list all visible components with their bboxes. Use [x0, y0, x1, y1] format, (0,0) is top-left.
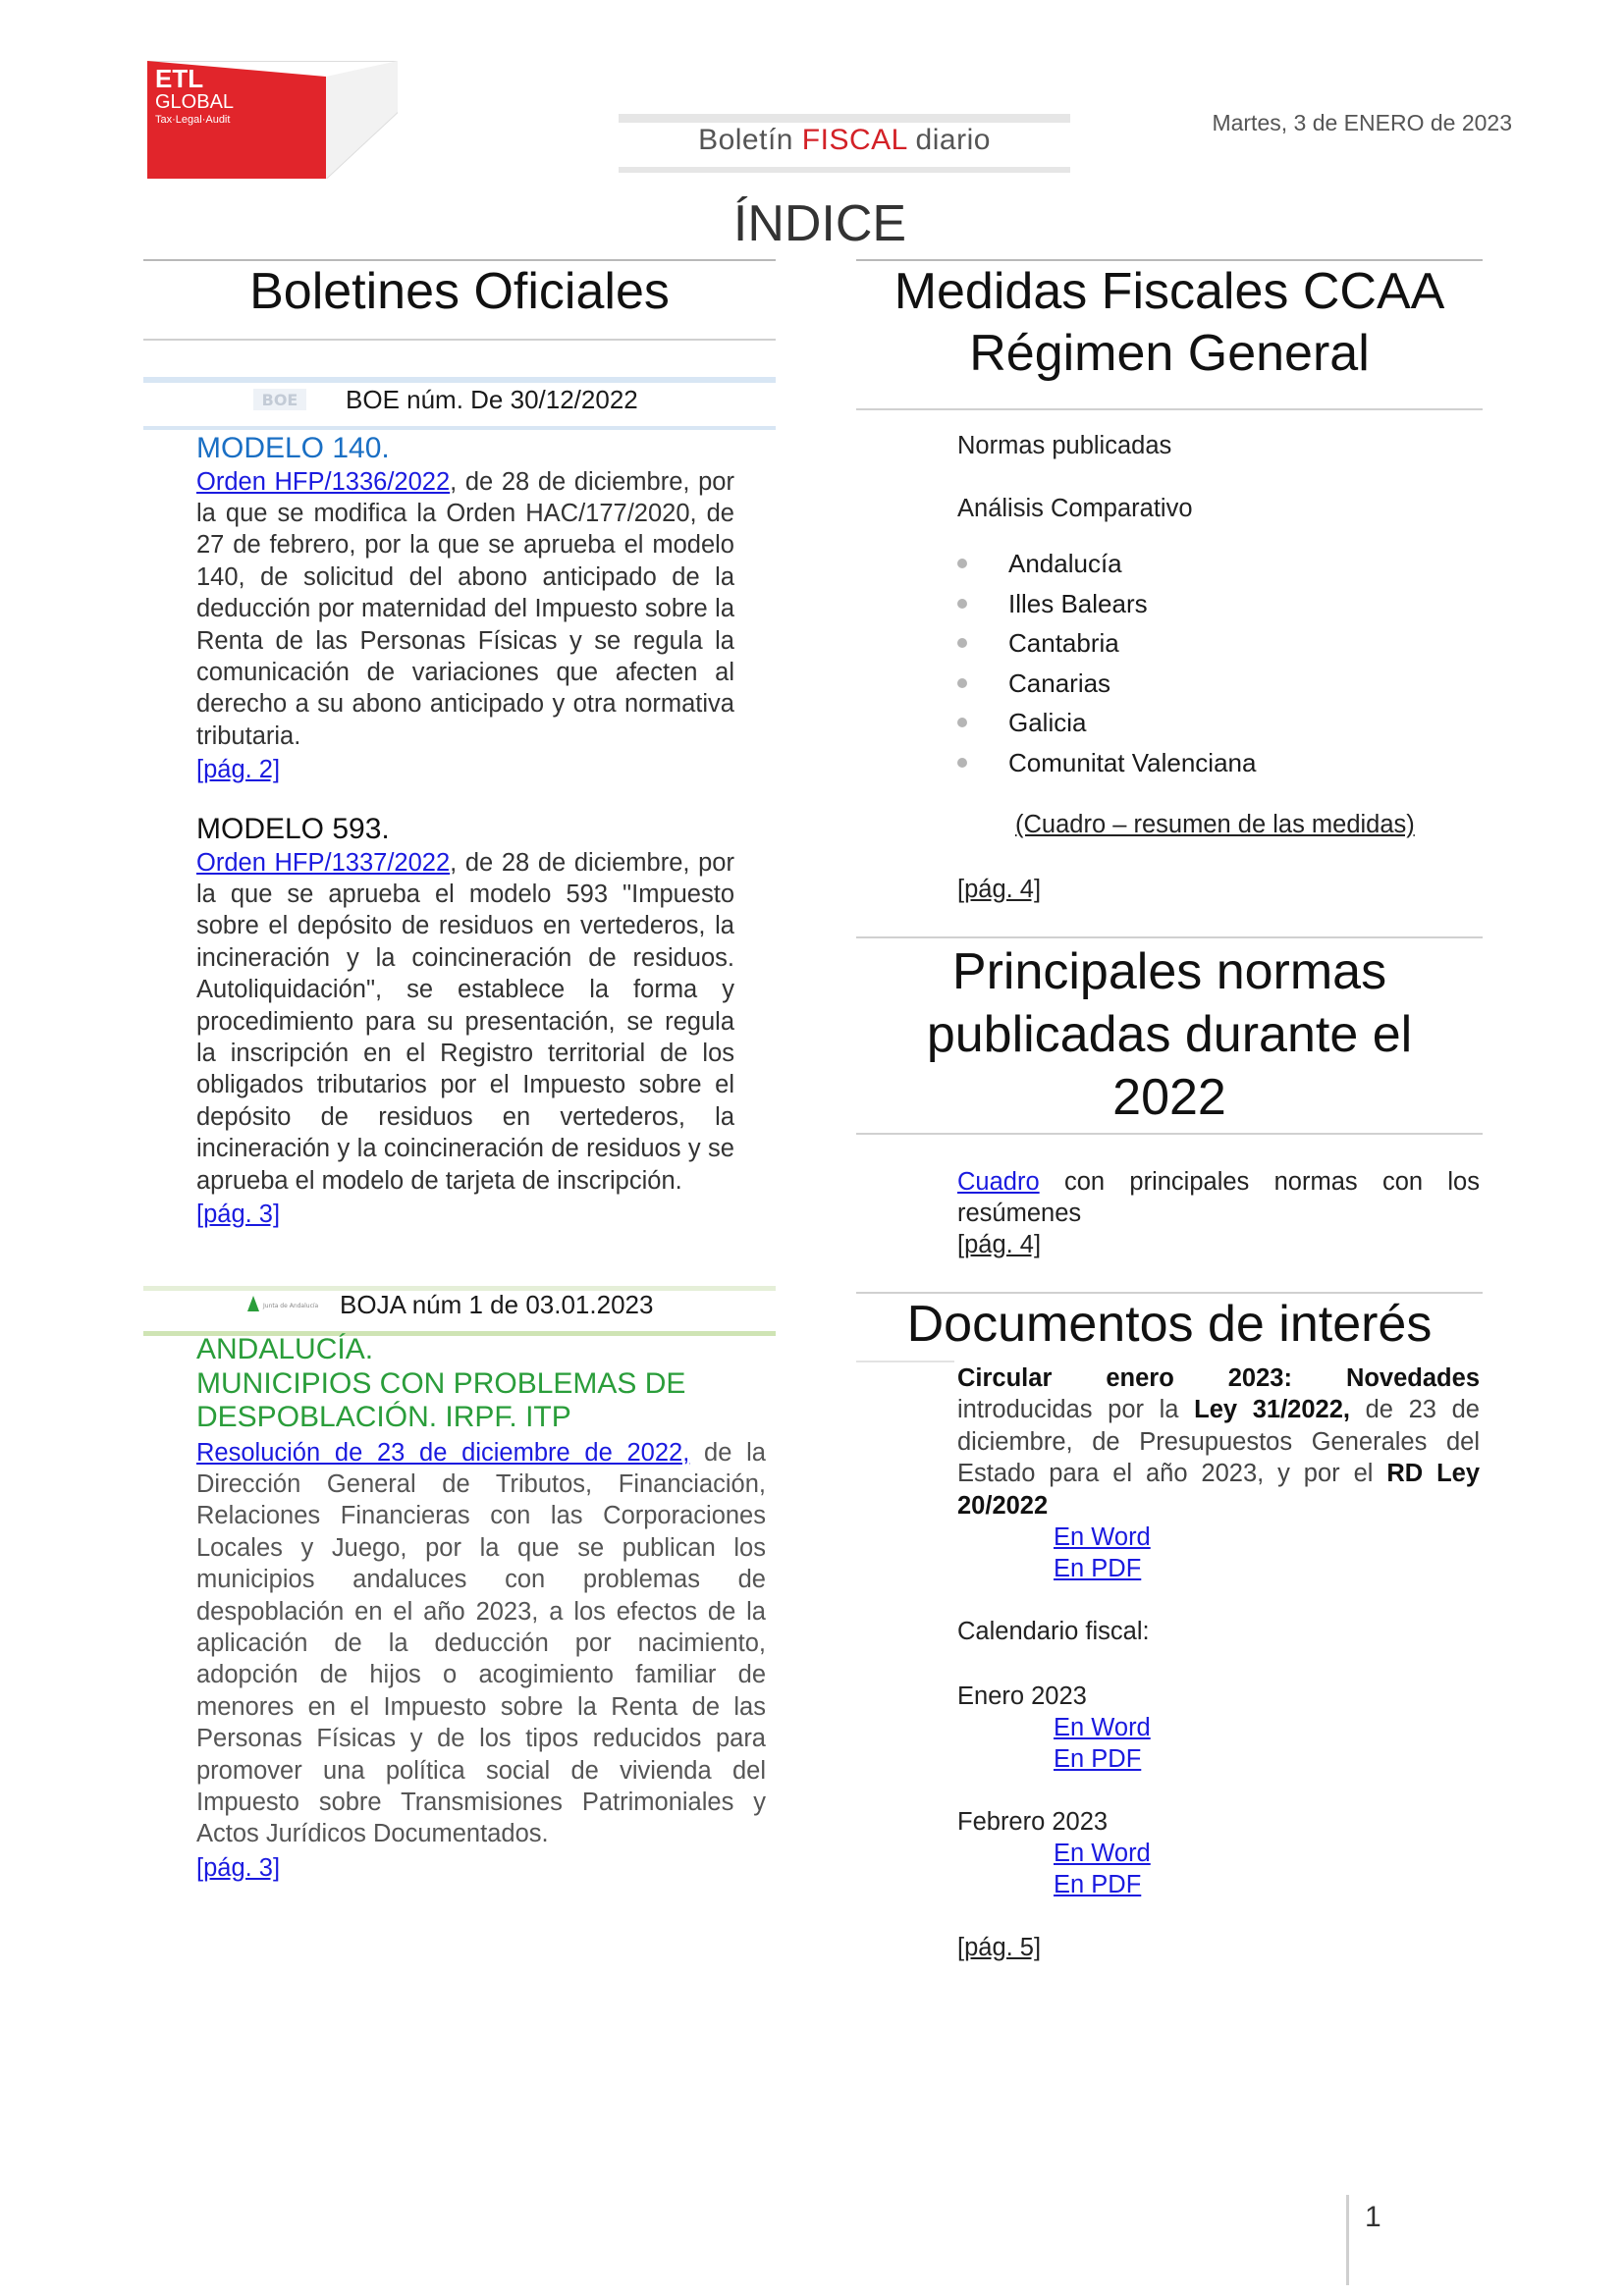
section-title-documentos: Documentos de interés: [906, 1296, 1433, 1353]
boja-logo-text: Junta de Andalucía: [263, 1303, 319, 1309]
bullet-icon: [957, 638, 967, 648]
boe-logo-text: BOE: [261, 391, 298, 409]
item-text: , de 28 de diciembre, por la que se modifica la Orden HAC/177/2020, de 27 de febrero, por la que se aprueba el modelo 140, de solicitud del abono anticipado de la deducción por maternidad del Impuesto sobre la Renta de las Personas Físicas y se regula la comunicación de variaciones que afecten al derecho a su abono anticipado y otra normativa tributaria.: [196, 467, 734, 750]
bulletin-prefix: Boletín: [698, 124, 802, 156]
page-link-principales[interactable]: [pág. 4]: [957, 1231, 1042, 1258]
bullet-icon: [957, 559, 967, 568]
junta-andalucia-logo: [245, 1294, 324, 1313]
circular-text-2: de 23 de diciembre, de Presupuestos Generales del Estado para el año 2023, y por el: [957, 1396, 1480, 1488]
boja-item: [196, 1333, 766, 1883]
circular-text-1: introducidas por la: [957, 1396, 1195, 1424]
page-link-ccaa[interactable]: [pág. 4]: [957, 876, 1042, 903]
resolucion-link[interactable]: Resolución de 23 de diciembre de 2022,: [196, 1438, 690, 1467]
circular-bold-1: Circular enero 2023: Novedades: [957, 1364, 1480, 1392]
boe-header-bar: [143, 377, 776, 383]
logo-text-global: GLOBAL: [155, 91, 235, 113]
boja-text: de la Dirección General de Tributos, Financiación, Relaciones Financieras con las Corporaciones Locales y Juego, por la que se publican los municipios andaluces con problemas de despoblación en el año 2023, a los efectos de la aplicación de la deducción por nacimiento, adopción de hijos o acogimiento familiar de menores en el Impuesto sobre la Renta de las Personas Físicas y de los tipos reducidos para promover una política social de vivienda del Impuesto sobre Transmisiones Patrimoniales y Actos Jurídicos Documentados.: [196, 1438, 766, 1848]
documentos-title-bottom-rule: [856, 1361, 954, 1362]
principales-text: con principales normas con los resúmenes: [957, 1168, 1480, 1228]
normas-publicadas: Normas publicadas: [957, 432, 1172, 459]
item-text: , de 28 de diciembre, por la que se aprueba el modelo 593 "Impuesto sobre el depósito de residuos en vertederos, la incineración y la coincineración de residuos. Autoliquidación", se establece la forma y procedimiento para su presentación, se regula la inscripción en el Registro territorial de los obligados tributarios por el Impuesto sobre el depósito de residuos en vertederos, la incineración y la coincineración de residuos y se aprueba el modelo de tarjeta de inscripción.: [196, 848, 734, 1195]
logo-text-etl: ETL: [155, 64, 204, 93]
index-title: ÍNDICE: [732, 195, 907, 252]
ccaa-title-bottom-rule: [856, 408, 1483, 410]
boe-label: BOE núm. De 30/12/2022: [346, 385, 638, 414]
order-link[interactable]: Orden HFP/1336/2022: [196, 467, 451, 496]
bulletin-bottom-bar: [619, 167, 1070, 173]
cuadro-resumen-link[interactable]: (Cuadro – resumen de las medidas): [1015, 811, 1415, 838]
page-link-documentos[interactable]: [pág. 5]: [957, 1934, 1042, 1961]
page-number: 1: [1365, 2201, 1381, 2233]
circular-pdf-link[interactable]: En PDF: [1054, 1555, 1142, 1583]
page-link[interactable]: [pág. 2]: [196, 756, 281, 784]
left-title-bottom-rule: [143, 339, 776, 341]
boja-label: BOJA núm 1 de 03.01.2023: [340, 1290, 654, 1319]
page-link[interactable]: [pág. 3]: [196, 1853, 281, 1882]
page-number-rule: [1346, 2195, 1349, 2285]
principales-title-line3: 2022: [1112, 1069, 1226, 1126]
enero-pdf-link[interactable]: En PDF: [1054, 1745, 1142, 1774]
community-cantabria[interactable]: Cantabria: [957, 623, 1448, 664]
order-link[interactable]: Orden HFP/1337/2022: [196, 848, 451, 877]
ccaa-title-line2: Régimen General: [969, 325, 1370, 383]
febrero-label: Febrero 2023: [957, 1808, 1109, 1836]
bullet-icon: [957, 599, 967, 609]
item-description: [196, 466, 734, 753]
analisis-comparativo: Análisis Comparativo: [957, 495, 1193, 522]
community-illes-balears[interactable]: Illes Balears: [957, 584, 1448, 624]
circular-bold-2: Ley 31/2022,: [1194, 1396, 1350, 1424]
etl-global-logo: [147, 61, 398, 179]
boe-item-1: [196, 432, 734, 784]
boja-title-line1: ANDALUCÍA.: [196, 1333, 374, 1365]
item-description: [196, 847, 734, 1197]
circular-downloads: [1054, 1522, 1151, 1585]
boe-header-bar-bottom: [143, 426, 776, 430]
item-title: MODELO 593.: [196, 813, 390, 845]
page-link[interactable]: [pág. 3]: [196, 1200, 281, 1228]
item-title: MODELO 140.: [196, 432, 390, 464]
boja-description: [196, 1437, 766, 1850]
community-andalucia[interactable]: Andalucía: [957, 544, 1448, 584]
bulletin-top-bar: [619, 114, 1070, 123]
section-title-principales: [856, 940, 1483, 1129]
bullet-icon: [957, 758, 967, 768]
circular-word-link[interactable]: En Word: [1054, 1523, 1151, 1551]
bulletin-suffix: diario: [906, 124, 991, 156]
circular-bold-3: RD Ley 20/2022: [957, 1460, 1481, 1520]
enero-word-link[interactable]: En Word: [1054, 1714, 1151, 1741]
enero-label: Enero 2023: [957, 1682, 1087, 1710]
principales-description: [957, 1166, 1480, 1230]
principales-title-top-rule: [856, 936, 1483, 938]
section-title-ccaa: [856, 261, 1483, 386]
principales-title-bottom-rule: [856, 1133, 1483, 1135]
bullet-icon: [957, 678, 967, 688]
boe-item-2: [196, 813, 734, 1229]
logo-text-tagline: Tax·Legal·Audit: [155, 114, 231, 126]
enero-downloads: [1054, 1712, 1151, 1776]
circular-description: [957, 1362, 1480, 1522]
boja-title-line2: MUNICIPIOS CON PROBLEMAS DE DESPOBLACIÓN. IRPF. ITP: [196, 1366, 686, 1433]
principales-title-line1: Principales normas: [951, 943, 1387, 1000]
community-comunitat-valenciana[interactable]: Comunitat Valenciana: [957, 743, 1448, 783]
cuadro-link[interactable]: Cuadro: [957, 1168, 1040, 1196]
communities-list: [957, 544, 1448, 783]
publication-date: Martes, 3 de ENERO de 2023: [1212, 110, 1512, 135]
calendario-fiscal-label: Calendario fiscal:: [957, 1618, 1150, 1645]
principales-title-line2: publicadas durante el: [926, 1006, 1413, 1063]
febrero-pdf-link[interactable]: En PDF: [1054, 1871, 1142, 1899]
bulletin-accent: FISCAL: [801, 124, 907, 156]
bullet-icon: [957, 718, 967, 727]
boe-logo: [253, 389, 306, 410]
febrero-word-link[interactable]: En Word: [1054, 1840, 1151, 1867]
community-galicia[interactable]: Galicia: [957, 703, 1448, 743]
febrero-downloads: [1054, 1838, 1151, 1901]
bulletin-title: [619, 124, 1070, 157]
section-title-boletines: Boletines Oficiales: [249, 263, 670, 320]
community-canarias[interactable]: Canarias: [957, 664, 1448, 704]
ccaa-title-line1: Medidas Fiscales CCAA: [893, 263, 1445, 320]
